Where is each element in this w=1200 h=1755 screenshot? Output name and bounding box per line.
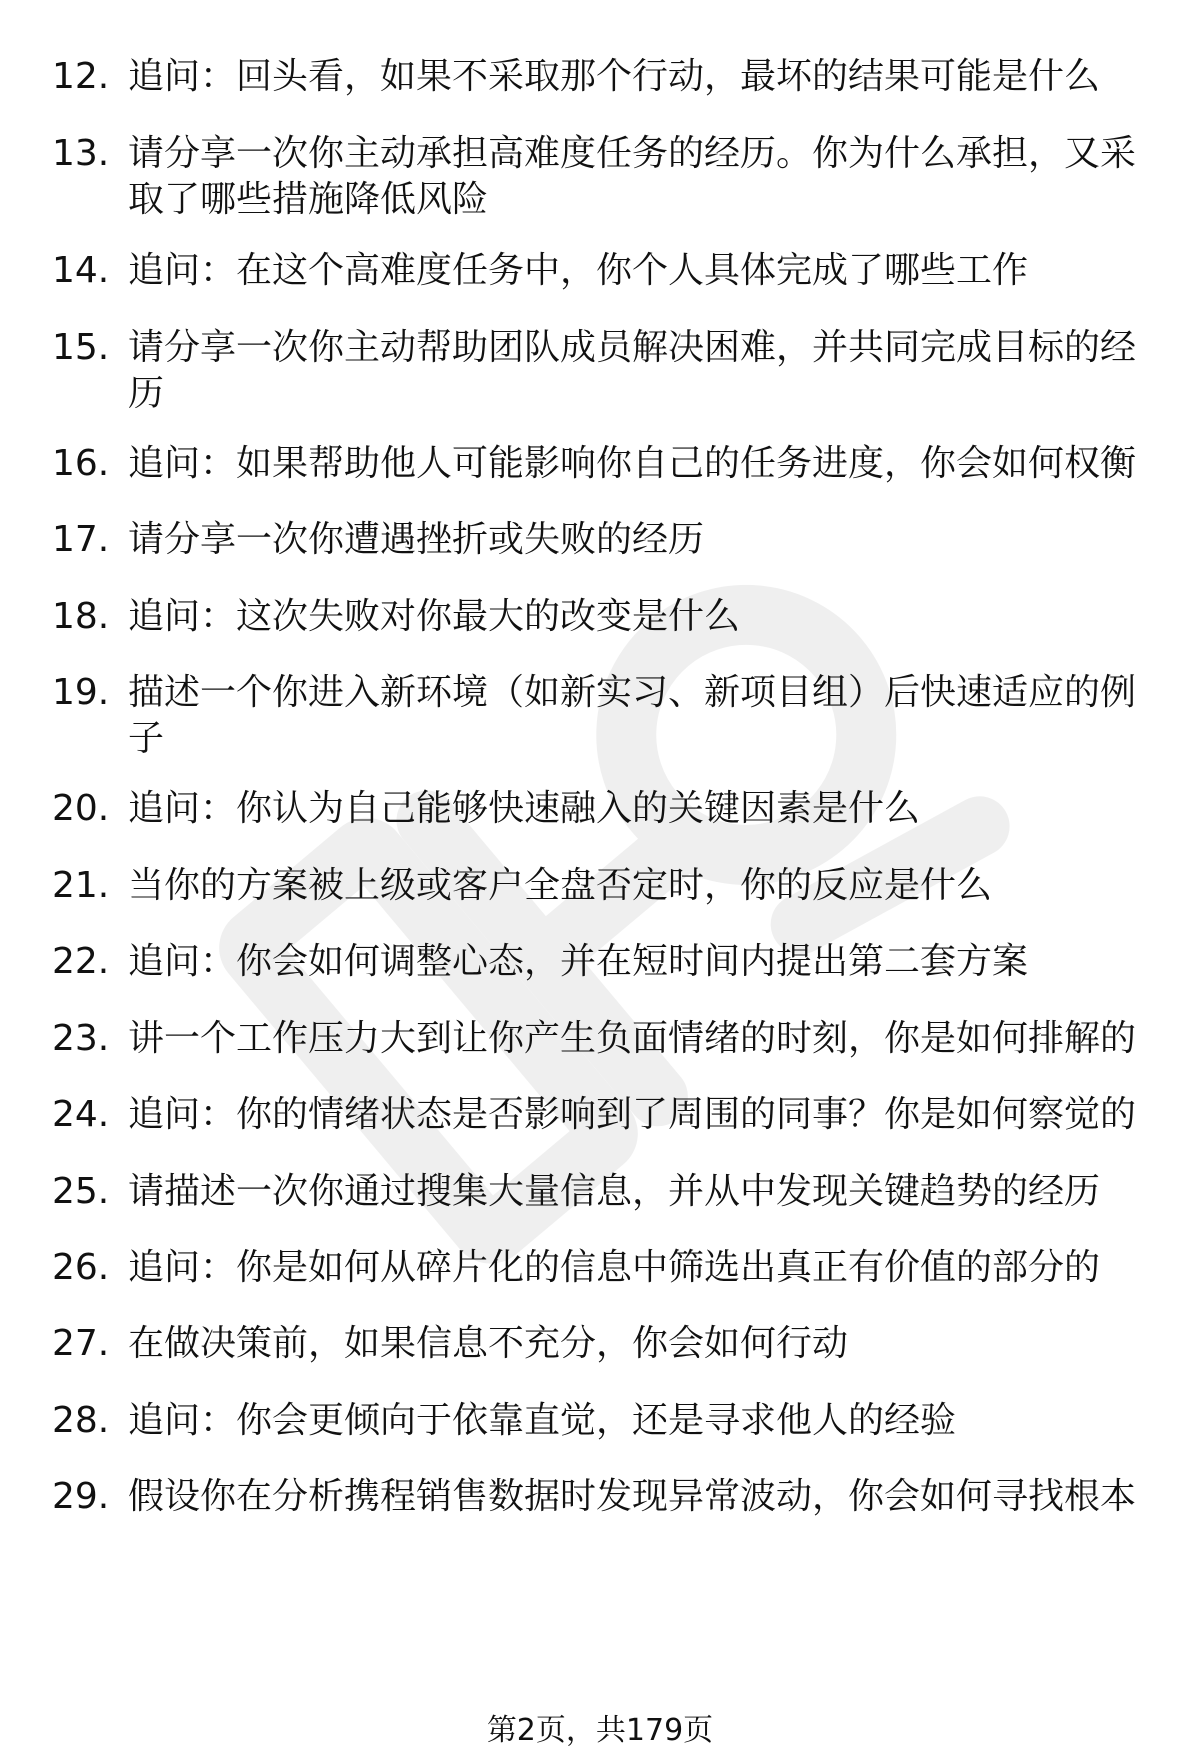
item-text: 追问：你会更倾向于依靠直觉，还是寻求他人的经验: [128, 1400, 957, 1441]
item-number: 29.: [52, 1476, 110, 1517]
item-number: 28.: [52, 1400, 110, 1441]
item-text: 请分享一次你主动帮助团队成员解决困难，并共同完成目标的经历: [128, 327, 1137, 414]
item-number: 24.: [52, 1094, 110, 1135]
item-text: 追问：如果帮助他人可能影响你自己的任务进度，你会如何权衡: [128, 443, 1137, 484]
item-number: 26.: [52, 1247, 110, 1288]
item-text: 追问：你会如何调整心态，并在短时间内提出第二套方案: [128, 941, 1029, 982]
item-number: 21.: [52, 865, 110, 906]
item-text: 追问：回头看，如果不采取那个行动，最坏的结果可能是什么: [128, 56, 1101, 97]
item-number: 14.: [52, 250, 110, 291]
item-number: 19.: [52, 672, 110, 713]
item-text: 请描述一次你通过搜集大量信息，并从中发现关键趋势的经历: [128, 1171, 1101, 1212]
item-text: 请分享一次你遭遇挫折或失败的经历: [128, 519, 705, 560]
item-number: 12.: [52, 56, 110, 97]
item-text: 当你的方案被上级或客户全盘否定时，你的反应是什么: [128, 865, 993, 906]
item-number: 23.: [52, 1018, 110, 1059]
item-text: 在做决策前，如果信息不充分，你会如何行动: [128, 1323, 849, 1364]
item-number: 25.: [52, 1171, 110, 1212]
item-text: 假设你在分析携程销售数据时发现异常波动，你会如何寻找根本: [128, 1476, 1137, 1517]
item-number: 18.: [52, 596, 110, 637]
page-footer: 第2页，共179页: [486, 1713, 714, 1748]
item-number: 20.: [52, 788, 110, 829]
item-text: 追问：你认为自己能够快速融入的关键因素是什么: [128, 788, 921, 829]
item-number: 27.: [52, 1323, 110, 1364]
item-number: 15.: [52, 327, 110, 368]
item-number: 22.: [52, 941, 110, 982]
item-text: 追问：这次失败对你最大的改变是什么: [128, 596, 741, 637]
item-number: 13.: [52, 133, 110, 174]
item-text: 讲一个工作压力大到让你产生负面情绪的时刻，你是如何排解的: [128, 1018, 1137, 1059]
item-number: 17.: [52, 519, 110, 560]
item-text: 追问：你是如何从碎片化的信息中筛选出真正有价值的部分的: [128, 1247, 1101, 1288]
item-text: 追问：在这个高难度任务中，你个人具体完成了哪些工作: [128, 250, 1029, 291]
item-text: 追问：你的情绪状态是否影响到了周围的同事？你是如何察觉的: [128, 1094, 1137, 1135]
item-number: 16.: [52, 443, 110, 484]
item-text: 请分享一次你主动承担高难度任务的经历。你为什么承担，又采取了哪些措施降低风险: [128, 133, 1137, 220]
item-text: 描述一个你进入新环境（如新实习、新项目组）后快速适应的例子: [128, 672, 1137, 759]
